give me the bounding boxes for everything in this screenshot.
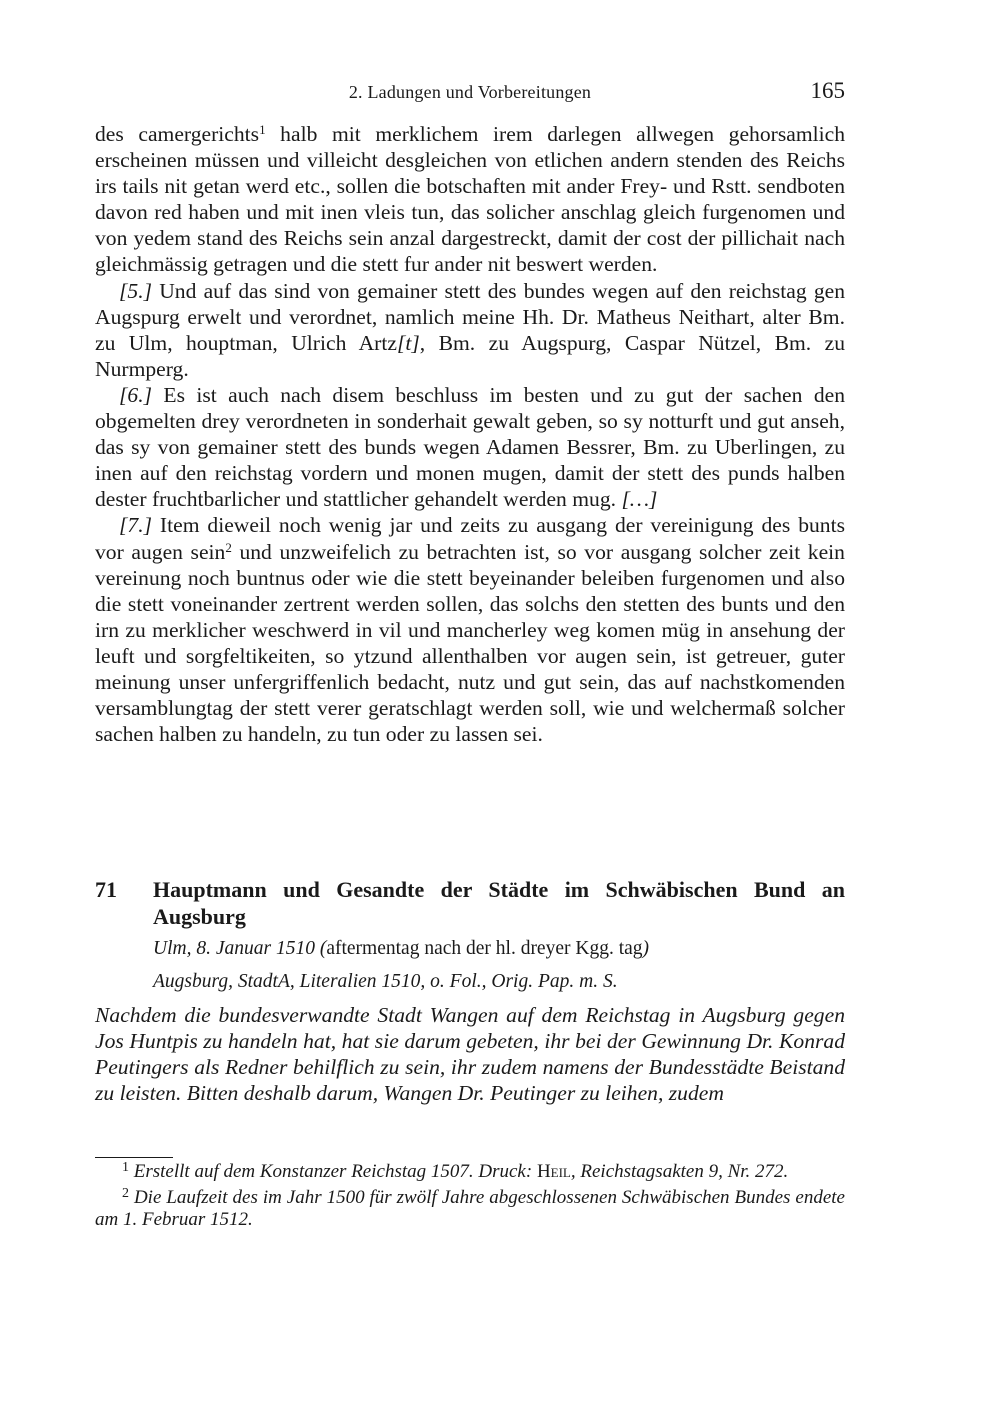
entry-source: Augsburg, StadtA, Literalien 1510, o. Fol., Orig. Pap. m. S. [153, 971, 618, 992]
running-header [95, 78, 845, 108]
main-text [95, 121, 845, 747]
paragraph-number: [6.] [119, 382, 153, 407]
paragraph-6 [95, 382, 845, 512]
paragraph-text: Es ist auch nach disem beschluss im besten und zu gut der sachen den obgemelten drey verordneten in sonderhait gewalt geben, so sy notturft und gut anseh, das sy von gemainer stett des bunds wegen Adamen Bessrer, Bm. zu Uberlingen, zu inen auf den reichstag vordern und monen mugen, damit der stett des punds halben dester fruchtbarlicher und stattlicher gehandelt werden mug. [95, 382, 845, 512]
paragraph-number: [7.] [119, 513, 153, 538]
paragraph-continued [95, 121, 845, 278]
footnote-2 [95, 1187, 845, 1231]
footnote-text: Erstellt auf dem Konstanzer Reichstag 1507. Druck: [129, 1161, 537, 1182]
paragraph-7 [95, 512, 845, 747]
paragraph-text: Und auf das sind von gemainer stett des bundes wegen auf den reichstag gen Augspurg erwelt und verordnet, namlich meine Hh. Dr. Matheus Neithart, alter Bm. zu Ulm, houptman, Ulrich Artz [95, 278, 845, 355]
page-number: 165 [810, 78, 845, 103]
footnote-author: Heil [536, 1161, 571, 1182]
omission-mark: […] [621, 487, 658, 512]
entry-summary: Nachdem die bundesverwandte Stadt Wangen auf dem Reichstag in Augsburg gegen Jos Huntpis zu handeln hat, hat sie darum gebeten, ihr bei der Gewinnung Dr. Konrad Peutingers als Redner behilflich zu sein, ihr zudem namens der Bundesstädte Beistand zu leisten. Bitten deshalb darum, Wangen Dr. Peutinger zu leihen, zudem [95, 1003, 845, 1106]
entry-date: Ulm, 8. Januar 1510 ( [153, 938, 327, 959]
footnotes [95, 1161, 845, 1235]
paragraph-number: [5.] [119, 278, 153, 303]
entry-date-original: aftermentag nach der hl. dreyer Kgg. tag [326, 938, 643, 959]
footnote-text: Die Laufzeit des im Jahr 1500 für zwölf Jahre abgeschlossenen Schwäbischen Bundes endete am 1. Februar 1512. [95, 1187, 845, 1230]
footnote-mark: 1 [122, 1160, 129, 1175]
entry-metadata [153, 936, 845, 995]
running-title: 2. Ladungen und Vorbereitungen [348, 82, 592, 102]
paragraph-5 [95, 278, 845, 382]
entry-number: 71 [95, 877, 117, 902]
footnote-1 [95, 1161, 845, 1183]
paragraph-text: des camergerichts [95, 122, 260, 146]
entry-date-line [153, 936, 845, 962]
entry-title: Hauptmann und Gesandte der Städte im Schwäbischen Bund an Augsburg [153, 877, 845, 929]
paragraph-text: Item dieweil noch wenig jar und zeits zu ausgang der vereinigung des bunts vor augen sein [95, 513, 845, 564]
paragraph-text: halb mit merklichem irem darlegen allwegen gehorsamlich erscheinen müssen und villeicht desgleichen von etlichen andern stenden des Reichs irs tails nit getan werd etc., sollen die botschaften mit ander Frey- und Rstt. sendboten davon red haben und mit inen vleis tun, das solicher anschlag gleich furgenomen und von yedem stand des Reichs sein anzal dargestreckt, damit der cost der pillichait nach gleichmässig getragen und die stett fur ander nit beswert werden. [95, 122, 845, 277]
editorial-insertion: [t] [396, 330, 420, 355]
footnote-reference: 2 [225, 539, 232, 555]
footnote-divider [95, 1157, 173, 1158]
entry-heading [95, 876, 845, 930]
entry-date-close: ) [642, 938, 650, 959]
footnote-reference: 1 [259, 122, 266, 137]
paragraph-text: , Bm. zu Augspurg, Caspar Nützel, Bm. zu Nurmperg. [95, 330, 845, 381]
paragraph-text: und unzweifelich zu betrachten ist, so vor ausgang solcher zeit kein vereinung noch buntnus oder wie die stett beyeinander beleiben furgenomen und also die stett voneinander zertrent werden sollen, das solchs den stetten des bunts und den irn zu merklicher weschwerd in vil und mancherley weg komen müg in ansehung der leuft und sorgfeltikeiten, so ytzund allenthalben vor augen sein, ist getreuer, guter meinung unser unfergriffenlich bedacht, nutz und gut sein, das auf nachstkomenden versamblungtag der stett verer geratschlagt werden soll, wie und welchermaß solcher sachen halben zu handeln, zu tun oder zu lassen sei. [95, 539, 845, 747]
footnote-text: , Reichstagsakten 9, Nr. 272. [570, 1161, 789, 1182]
footnote-mark: 2 [122, 1186, 129, 1201]
document-entry [95, 876, 845, 1106]
